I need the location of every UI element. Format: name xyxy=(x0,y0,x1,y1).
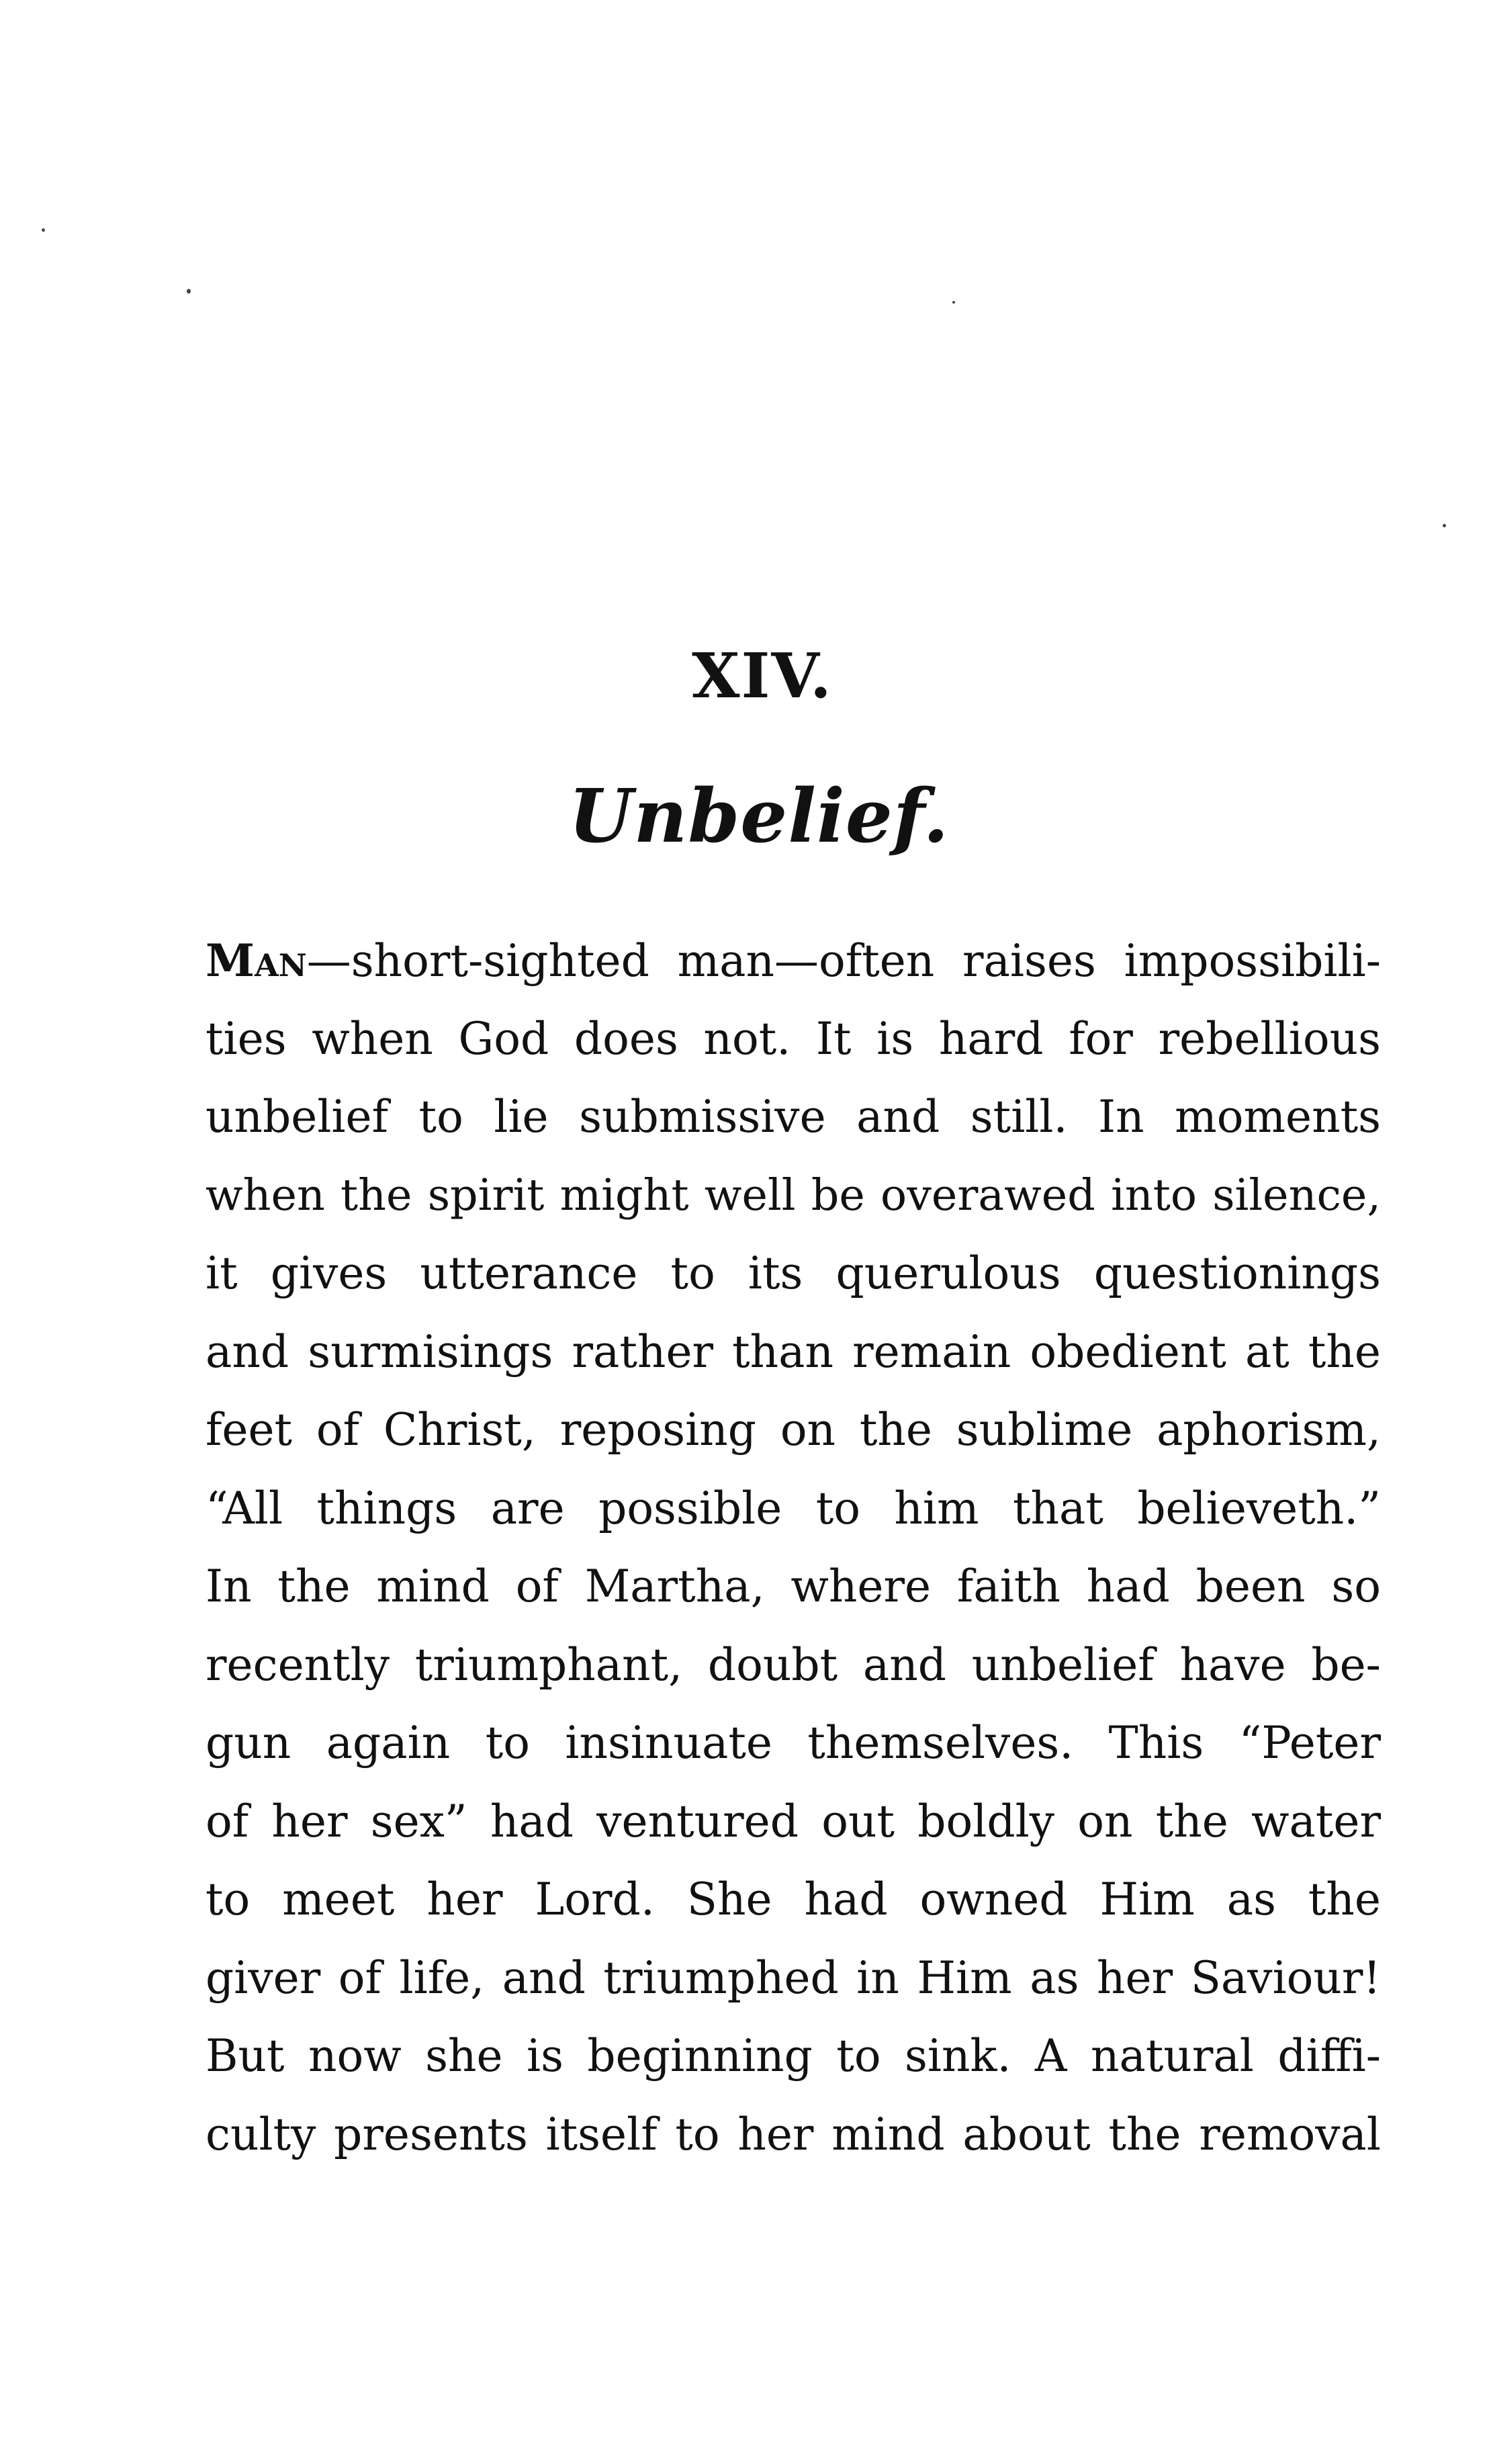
text-line: gun again to insinuate themselves. This “Peter xyxy=(206,1717,1381,1769)
first-word: Man xyxy=(206,934,307,987)
text-line: “All things are possible to him that believeth.” xyxy=(206,1482,1381,1534)
text-line: In the mind of Martha, where faith had been so xyxy=(206,1560,1381,1612)
text-line: to meet her Lord. She had owned Him as the xyxy=(206,1874,1381,1925)
text-line: recently triumphant, doubt and unbelief have be- xyxy=(206,1638,1381,1691)
text-line: it gives utterance to its querulous questionings xyxy=(206,1247,1381,1299)
line-text: —short-sighted man—often raises impossibili- xyxy=(306,935,1381,987)
text-line: But now she is beginning to sink. A natural diffi- xyxy=(206,2030,1381,2082)
scan-speck xyxy=(952,301,955,304)
chapter-number: XIV. xyxy=(692,640,833,712)
text-line: giver of life, and triumphed in Him as her Saviour! xyxy=(206,1951,1381,2004)
text-line: when the spirit might well be overawed into silence, xyxy=(206,1170,1381,1221)
text-line: of her sex” had ventured out boldly on the water xyxy=(206,1795,1381,1847)
text-line: unbelief to lie submissive and still. In moments xyxy=(206,1091,1381,1143)
scan-speck xyxy=(187,289,191,294)
text-line: culty presents itself to her mind about the removal xyxy=(206,2108,1381,2160)
scan-speck xyxy=(1443,524,1446,527)
text-line: ties when God does not. It is hard for rebellious xyxy=(206,1012,1381,1065)
text-line: and surmisings rather than remain obedient at the xyxy=(206,1325,1381,1378)
scan-speck xyxy=(42,228,45,232)
chapter-body xyxy=(206,922,1381,2174)
text-line xyxy=(206,922,1381,1000)
text-line: feet of Christ, reposing on the sublime aphorism, xyxy=(206,1404,1381,1456)
chapter-title: Unbelief. xyxy=(568,773,950,859)
